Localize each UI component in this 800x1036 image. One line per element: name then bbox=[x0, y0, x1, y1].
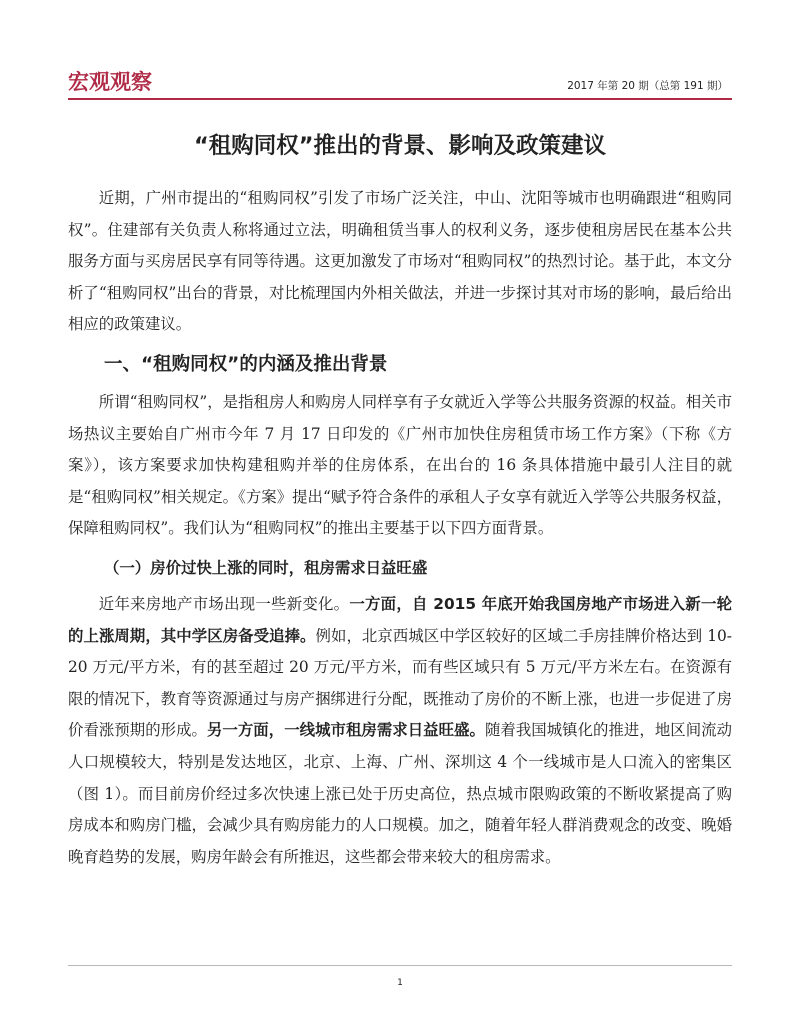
paragraph-text-start: 近年来房地产市场出现一些新变化。 bbox=[98, 594, 350, 613]
footer-divider bbox=[68, 965, 732, 966]
intro-paragraph: 近期，广州市提出的“租购同权”引发了市场广泛关注，中山、沈阳等城市也明确跟进“租购同权”。住建部有关负责人称将通过立法，明确租赁当事人的权利义务，逐步使租房居民在基本公共服务方面与买房居民享有同等待遇。这更加激发了市场对“租购同权”的热烈讨论。基于此，本文分析了“租购同权”出台的背景，对比梳理国内外相关做法，并进一步探讨其对市场的影响，最后给出相应的政策建议。 bbox=[68, 189, 732, 334]
bold-phrase-first: 一方面，自 2015 年底开始我国房地产市场进入新一轮的上涨周期，其中学区房备受追捧。 bbox=[68, 594, 732, 645]
issue-number: 2017 年第 20 期（总第 191 期） bbox=[567, 80, 728, 92]
header-divider bbox=[68, 98, 732, 100]
section-paragraph: 所谓“租购同权”，是指租房人和购房人同样享有子女就近入学等公共服务资源的权益。相关市场热议主要始自广州市今年 7 月 17 日印发的《广州市加快住房租赁市场工作方案》（下称《方案》），该方案要求加快构建租购并举的住房体系，在出台的 16 条具体措施中最引人注目的就是“租购同权”相关规定。《方案》提出“赋予符合条件的承租人子女享有就近入学等公共服务权益，保障租购同权”。我们认为“租购同权”的推出主要基于以下四方面背景。 bbox=[68, 392, 732, 538]
paragraph-text-end: 随着我国城镇化的推进，地区间流动人口规模较大，特别是发达地区，北京、上海、广州、深圳这 4 个一线城市是人口流入的密集区（图 1）。而目前房价经过多次快速上涨已处于历史高位，热点城市限购政策的不断收紧提高了购房成本和购房门槛，会减少具有购房能力的人口规模。加之，随着年轻人群消费观念的改变、晚婚晚育趋势的发展，购房年龄会有所推迟，这些都会带来较大的租房需求。 bbox=[68, 721, 732, 866]
paragraph-text-middle: 例如，北京西城区中学区较好的区域二手房挂牌价格达到 10-20 万元/平方米，有的甚至超过 20 万元/平方米，而有些区域只有 5 万元/平方米左右。在资源有限的情况下，教育等资源通过与房产捆绑进行分配，既推动了房价的不断上涨，也进一步促进了房价看涨预期的形成。 bbox=[68, 626, 732, 740]
publication-name: 宏观观察 bbox=[68, 70, 152, 94]
article-body bbox=[68, 183, 732, 873]
subsection-heading: （一）房价过快上涨的同时，租房需求日益旺盛 bbox=[104, 558, 428, 577]
article-title: “租购同权”推出的背景、影响及政策建议 bbox=[193, 133, 607, 159]
page-number: 1 bbox=[397, 978, 403, 988]
section-heading: 一、“租购同权”的内涵及推出背景 bbox=[104, 353, 388, 375]
bold-phrase-second: 另一方面，一线城市租房需求日益旺盛。 bbox=[206, 721, 485, 740]
subsection-paragraph bbox=[68, 589, 732, 873]
